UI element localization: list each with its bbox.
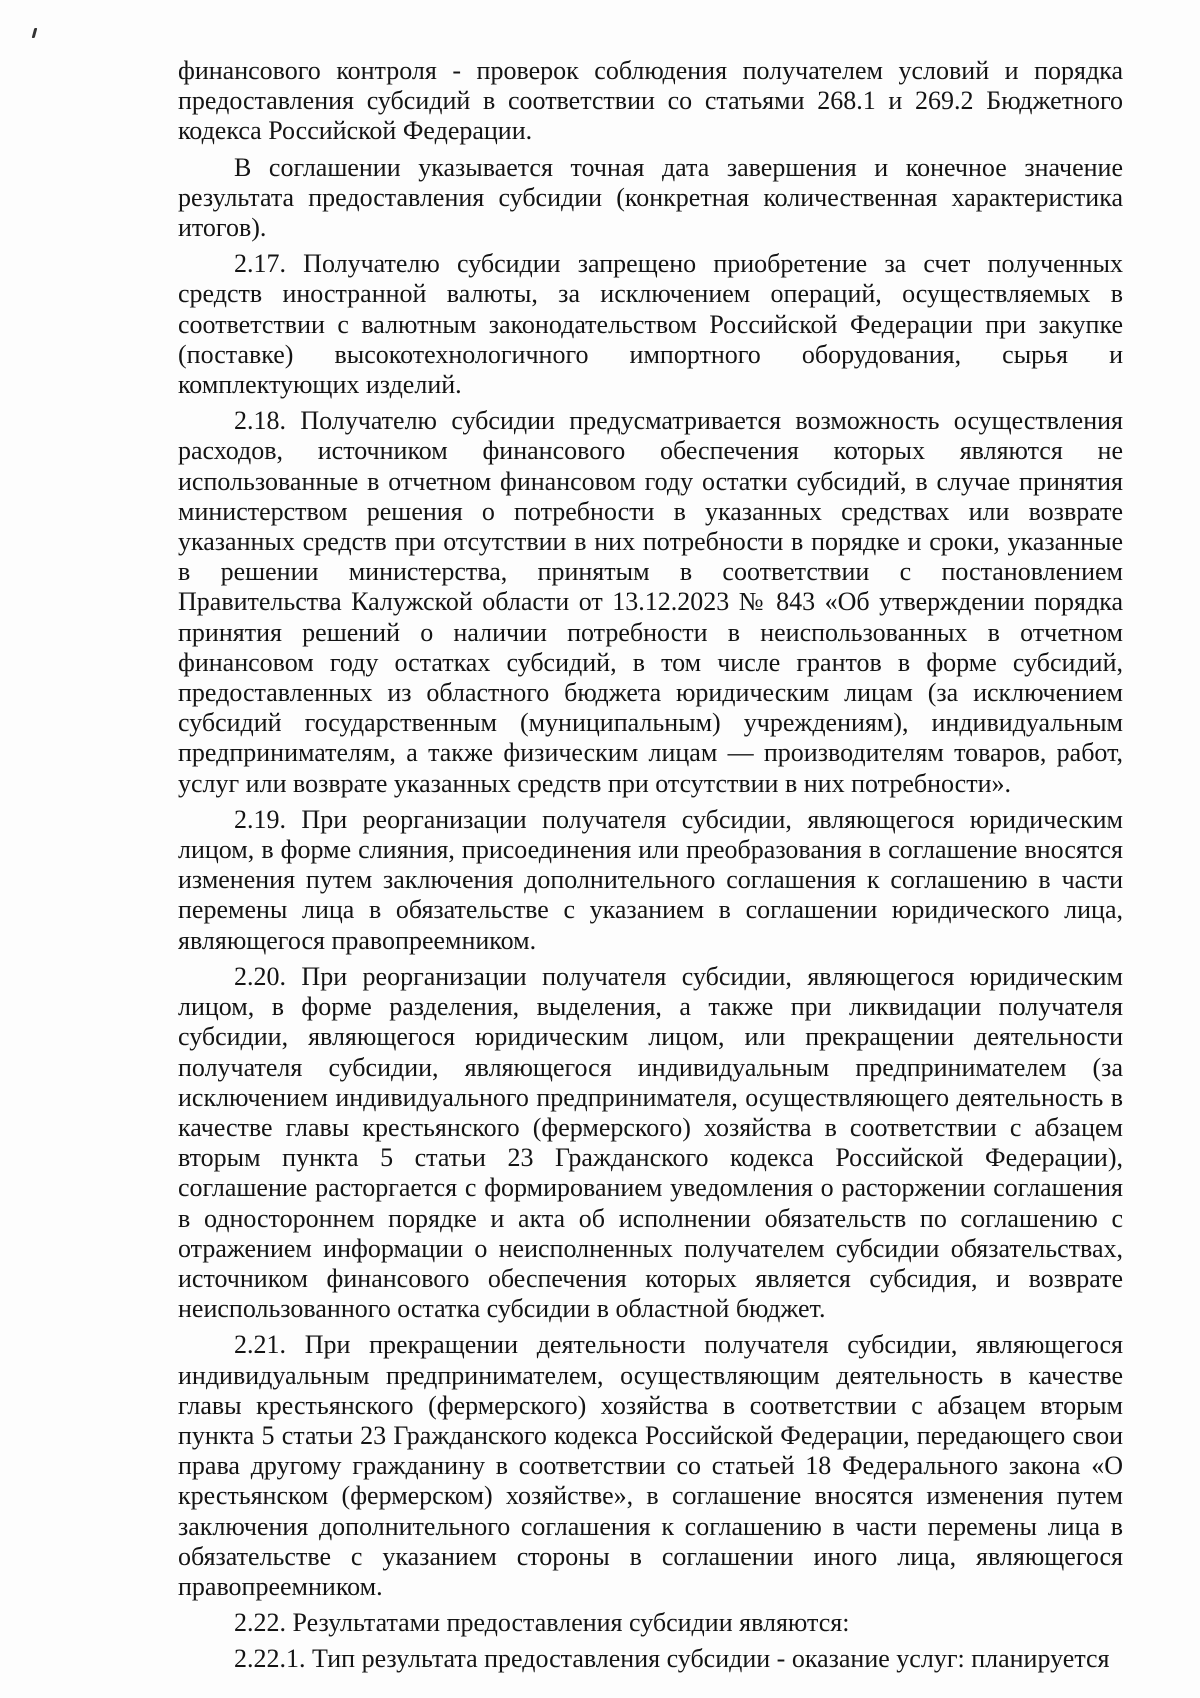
paragraph-continuation: финансового контроля - проверок соблюдения получателем условий и порядка предоставления субсидий в соответствии со статьями 268.1 и 269.2 Бюджетного кодекса Российской Федерации. xyxy=(178,56,1123,146)
paragraph-2-18: 2.18. Получателю субсидии предусматривается возможность осуществления расходов, источником финансового обеспечения которых являются не использованные в отчетном финансовом году остатки субсидий, в случае принятия министерством решения о потребности в указанных средствах или возврате указанных средств при отсутствии в них потребности в порядке и сроки, указанные в решении министерства, принятым в соответствии с постановлением Правительства Калужской области от 13.12.2023 № 843 «Об утверждении порядка принятия решений о наличии потребности в неиспользованных в отчетном финансовом году остатках субсидий, в том числе грантов в форме субсидий, предоставленных из областного бюджета юридическим лицам (за исключением субсидий государственным (муниципальным) учреждениям), индивидуальным предпринимателям, а также физическим лицам — производителям товаров, работ, услуг или возврате указанных средств при отсутствии в них потребности». xyxy=(178,406,1123,798)
paragraph-2-21: 2.21. При прекращении деятельности получателя субсидии, являющегося индивидуальным предпринимателем, осуществляющим деятельность в качестве главы крестьянского (фермерского) хозяйства в соответствии с абзацем вторым пункта 5 статьи 23 Гражданского кодекса Российской Федерации, передающего свои права другому гражданину в соответствии со статьей 18 Федерального закона «О крестьянском (фермерском) хозяйстве», в соглашение вносятся изменения путем заключения дополнительного соглашения к соглашению в части перемены лица в обязательстве с указанием стороны в соглашении иного лица, являющегося правопреемником. xyxy=(178,1330,1123,1601)
paragraph-2-17: 2.17. Получателю субсидии запрещено приобретение за счет полученных средств иностранной валюты, за исключением операций, осуществляемых в соответствии с валютным законодательством Российской Федерации при закупке (поставке) высокотехнологичного импортного оборудования, сырья и комплектующих изделий. xyxy=(178,249,1123,400)
document-body xyxy=(178,56,1123,1675)
paragraph-result-date: В соглашении указывается точная дата завершения и конечное значение результата предоставления субсидии (конкретная количественная характеристика итогов). xyxy=(178,152,1123,243)
scan-mark xyxy=(32,28,38,38)
paragraph-2-22-1: 2.22.1. Тип результата предоставления субсидии - оказание услуг: планируется xyxy=(234,1644,1110,1674)
paragraph-2-19: 2.19. При реорганизации получателя субсидии, являющегося юридическим лицом, в форме слияния, присоединения или преобразования в соглашение вносятся изменения путем заключения дополнительного соглашения к соглашению в части перемены лица в обязательстве с указанием в соглашении юридического лица, являющегося правопреемником. xyxy=(178,804,1123,955)
paragraph-2-22: 2.22. Результатами предоставления субсидии являются: xyxy=(234,1608,850,1638)
paragraph-2-20: 2.20. При реорганизации получателя субсидии, являющегося юридическим лицом, в форме разделения, выделения, а также при ликвидации получателя субсидии, являющегося юридическим лицом, или прекращении деятельности получателя субсидии, являющегося индивидуальным предпринимателем (за исключением индивидуального предпринимателя, осуществляющего деятельность в качестве главы крестьянского (фермерского) хозяйства в соответствии с абзацем вторым пункта 5 статьи 23 Гражданского кодекса Российской Федерации), соглашение расторгается с формированием уведомления о расторжении соглашения в одностороннем порядке и акта об исполнении обязательств по соглашению с отражением информации о неисполненных получателем субсидии обязательствах, источником финансового обеспечения которых является субсидия, и возврате неиспользованного остатка субсидии в областной бюджет. xyxy=(178,961,1123,1324)
